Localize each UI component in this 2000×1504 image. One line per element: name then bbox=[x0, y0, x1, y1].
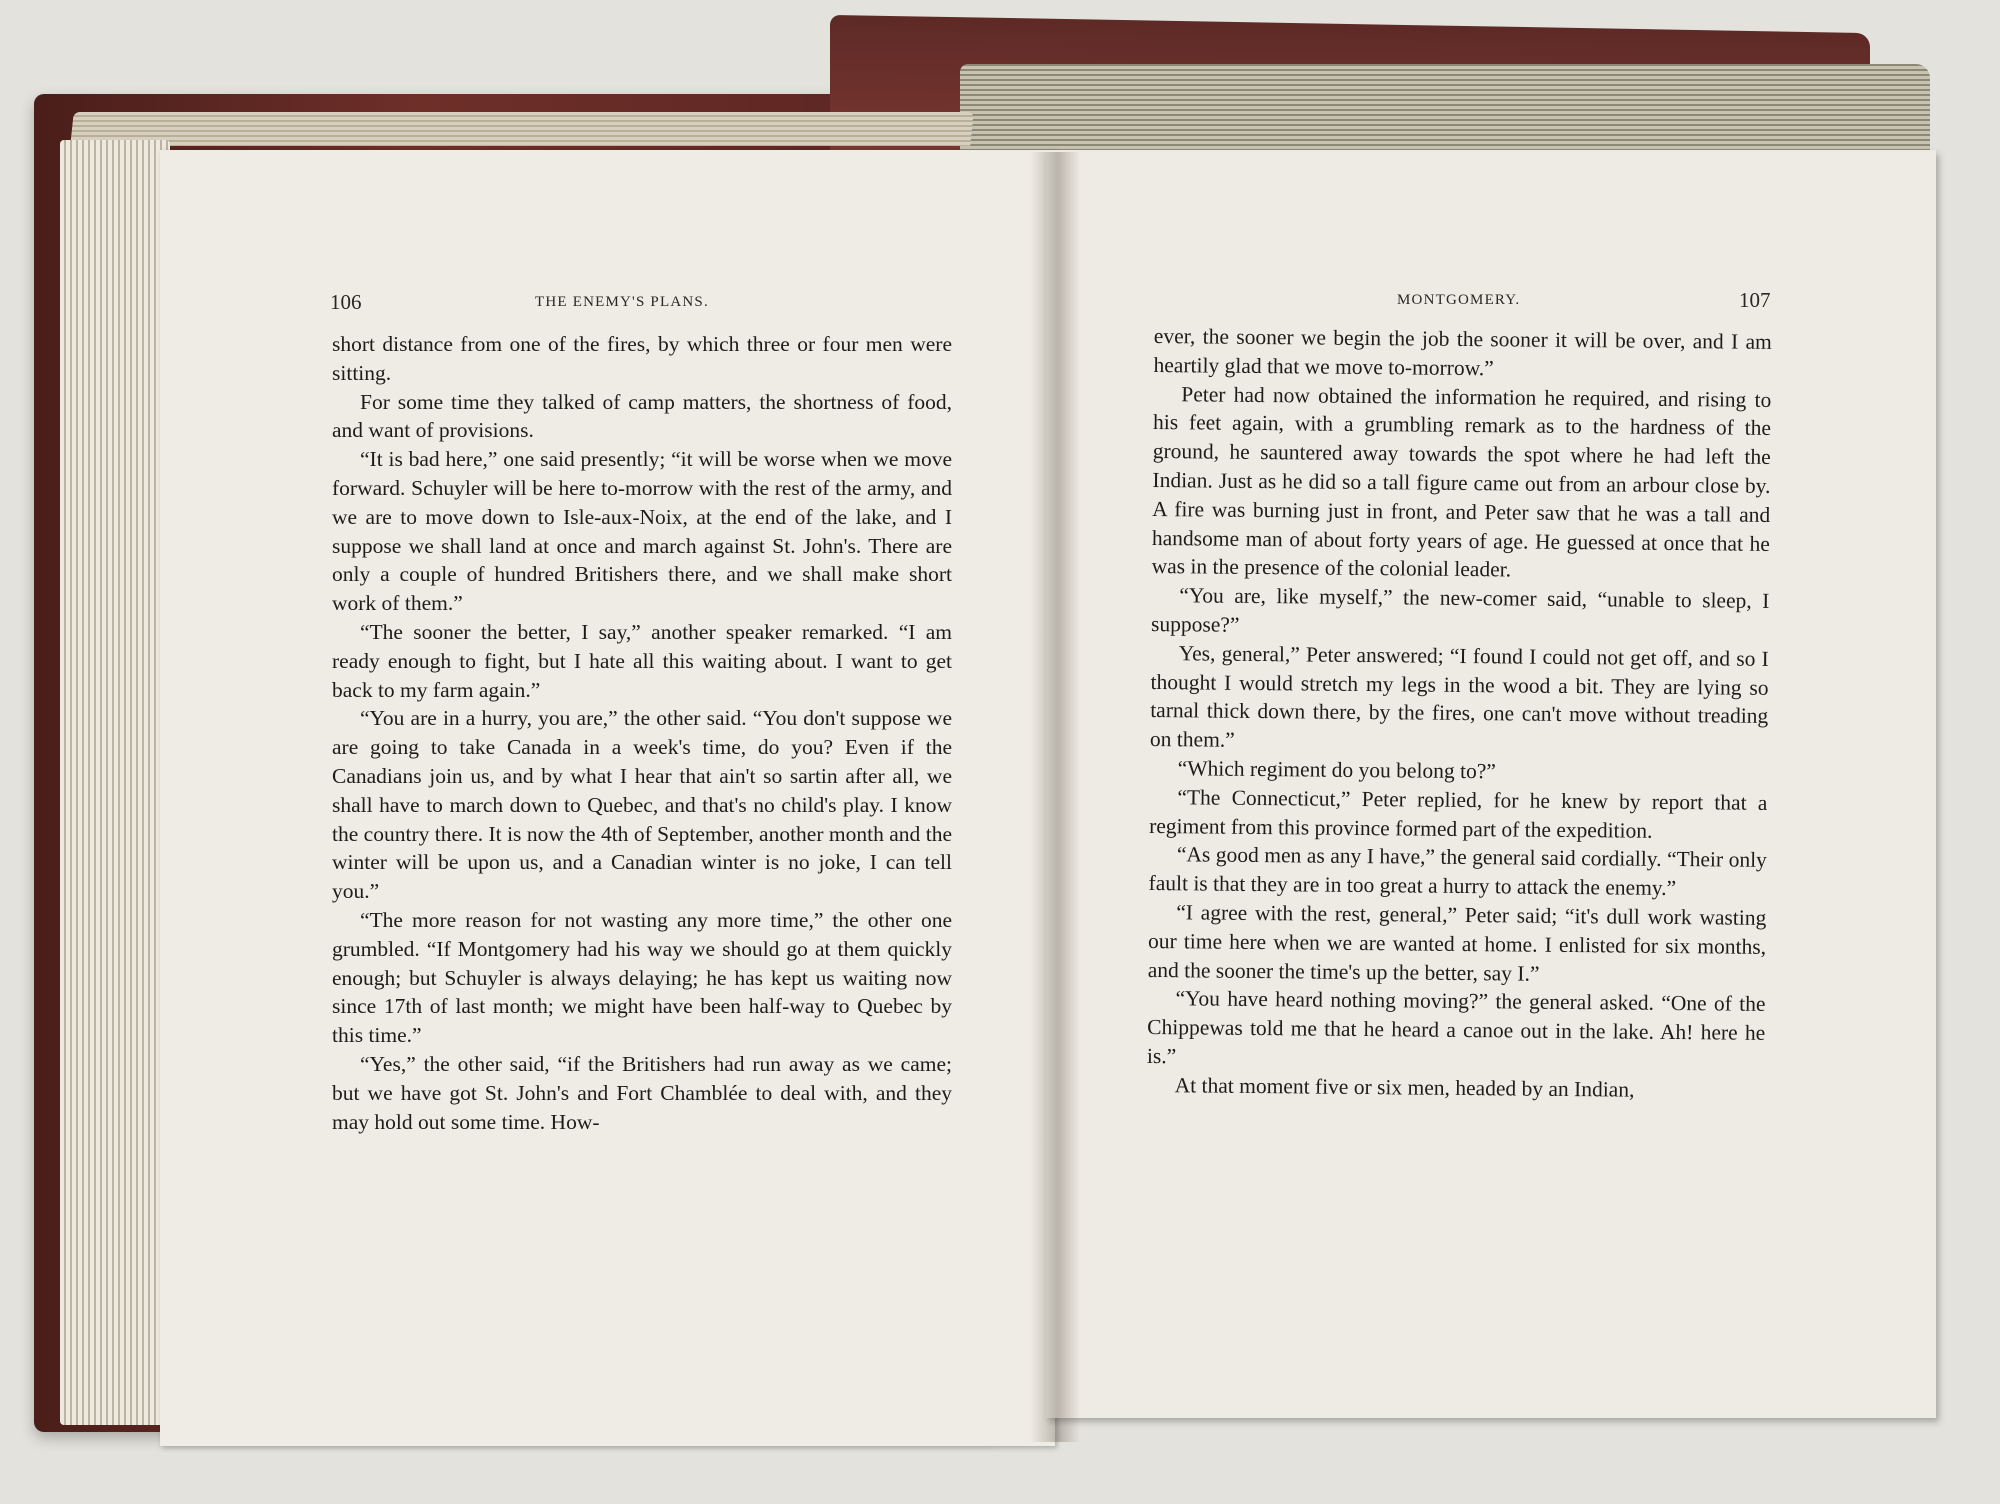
left-paragraph: “Yes,” the other said, “if the Britishers had run away as we came; but we have got St. John's and Fort Chamblée to deal with, and they may hold out some time. How- bbox=[332, 1051, 952, 1134]
right-paragraph: “I agree with the rest, general,” Peter said; “it's dull work wasting our time here when we are wanted at home. I enlisted for six months, and the sooner the time's up the better, say I.” bbox=[1147, 900, 1767, 986]
right-paragraph: “You have heard nothing moving?” the general asked. “One of the Chippewas told me that he heard a canoe out in the lake. Ah! here he is.” bbox=[1146, 986, 1766, 1069]
right-paragraph: “You are, like myself,” the new-comer said, “unable to sleep, I suppose?” bbox=[1150, 583, 1770, 637]
left-paragraph: For some time they talked of camp matters, the shortness of food, and want of provisions. bbox=[332, 389, 952, 443]
left-paragraph: short distance from one of the fires, by which three or four men were sitting. bbox=[332, 332, 952, 385]
left-paragraph: “It is bad here,” one said presently; “it will be worse when we move forward. Schuyler will be here to-morrow with the rest of the army, and we are to move down to Isle-aux-Noix, at the end of the lake, and I suppose we shall land at once and march against St. John's. There are only a couple of hundred Britishers there, and we shall make short work of them.” bbox=[332, 447, 952, 616]
left-page-edges-side bbox=[60, 140, 170, 1425]
left-page-number: 106 bbox=[330, 290, 362, 314]
left-page-text bbox=[332, 330, 952, 1136]
right-page-number: 107 bbox=[1739, 288, 1771, 312]
right-paragraph: “As good men as any I have,” the general said cordially. “Their only fault is that they are in too great a hurry to attack the enemy.” bbox=[1148, 842, 1767, 901]
right-paragraph: ever, the sooner we begin the job the sooner it will be over, and I am heartily glad that we move to-morrow.” bbox=[1153, 323, 1772, 381]
left-paragraph: “You are in a hurry, you are,” the other said. “You don't suppose we are going to take Canada in a week's time, do you? Even if the Canadians join us, and by what I hear that ain't so sartin after all, we shall have to march down to Quebec, and that's no child's play. I know the country there. It is now the 4th of September, another month and the winter will be upon us, and a Canadian winter is no joke, I can tell you.” bbox=[332, 706, 952, 904]
left-paragraph: “The more reason for not wasting any more time,” the other one grumbled. “If Montgomery had his way we should go at them quickly enough; but Schuyler is always delaying; he has kept us waiting now since 17th of last month; we might have been half-way to Quebec by this time.” bbox=[332, 907, 952, 1048]
book-gutter bbox=[1030, 152, 1080, 1442]
right-paragraph: Yes, general,” Peter answered; “I found I could not get off, and so I thought I would stretch my legs in the wood a bit. They are lying so tarnal thick down there, by the fires, one can't move without treading on them.” bbox=[1149, 641, 1769, 752]
left-running-head: THE ENEMY'S PLANS. bbox=[535, 294, 709, 310]
right-paragraph: “The Connecticut,” Peter replied, for he knew by report that a regiment from this province formed part of the expedition. bbox=[1149, 784, 1768, 843]
right-page-text bbox=[1147, 322, 1772, 1105]
right-paragraph: “Which regiment do you belong to?” bbox=[1177, 756, 1497, 784]
right-paragraph: At that moment five or six men, headed by an Indian, bbox=[1174, 1072, 1635, 1102]
right-paragraph: Peter had now obtained the information he required, and rising to his feet again, with a grumbling remark as to the hardness of the ground, he sauntered away towards the spot where he had left the Indian. Just as he did so a tall figure came out from an arbour close by. A fire was burning just in front, and Peter saw that he was a tall and handsome man of about forty years of age. He guessed at once that he was in the presence of the colonial leader. bbox=[1151, 381, 1772, 582]
right-running-head: MONTGOMERY. bbox=[1397, 292, 1521, 308]
left-paragraph: “The sooner the better, I say,” another speaker remarked. “I am ready enough to fight, but I hate all this waiting about. I want to get back to my farm again.” bbox=[332, 619, 952, 702]
left-page-edges-top bbox=[70, 112, 974, 146]
